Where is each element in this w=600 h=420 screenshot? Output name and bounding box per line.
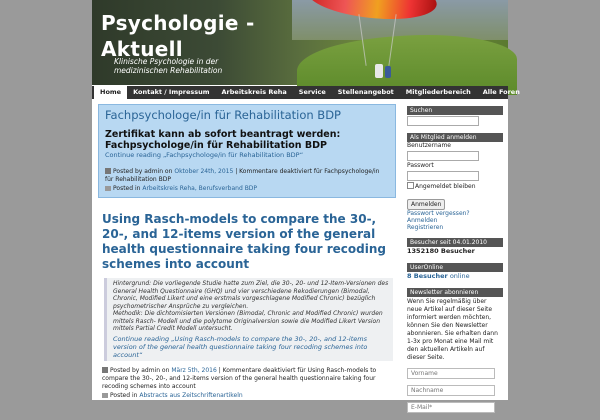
remember-checkbox[interactable] — [407, 182, 414, 189]
online-count — [407, 272, 503, 281]
remember-row — [407, 182, 503, 191]
post-category-link[interactable]: Abstracts aus Zeitschriftenartikeln — [139, 391, 243, 399]
sticky-post-headline: Zertifikat kann ab sofort beantragt werden: Fachpsychologe/in für Rehabilitation BDP — [105, 129, 341, 151]
login-button[interactable]: Anmelden — [407, 199, 445, 210]
main-nav — [92, 86, 520, 99]
site-title[interactable]: Psychologie - Aktuell — [101, 11, 255, 61]
useronline-widget — [407, 263, 503, 281]
sidebar — [407, 106, 503, 420]
visitors-widget — [407, 238, 503, 256]
widget-title: UserOnline — [407, 263, 503, 272]
newsletter-widget — [407, 288, 503, 413]
abstract-background: Hintergrund: Die vorliegende Studie hatte zum Ziel, die 30-, 20- und 12-Item-Versionen des General Health Questionnaire (GHQ) und vier verschiedene Rekodierungen (Bimodal, Chronic, Modified Likert und eine erstmals vorgeschlagene Modified Chronic) bezüglich psychometrischer Ansprüche zu vergleichen. — [113, 280, 389, 310]
sticky-post-meta — [105, 168, 389, 184]
password-label: Passwort — [407, 162, 434, 169]
meta-comments: | Kommentare deaktiviert für Using Rasch-models to compare the 30-, 20-, and 12-items version of the general health questionnaire taking four recoding schemes into account — [102, 366, 377, 390]
post-meta — [98, 367, 398, 391]
user-icon — [105, 168, 111, 174]
meta-comments: | Kommentare deaktiviert für Fachpsychologe/in für Rehabilitation BDP — [105, 168, 380, 183]
user-icon — [102, 367, 108, 373]
username-label: Benutzername — [407, 142, 451, 149]
newsletter-text: Wenn Sie regelmäßig über neue Artikel auf dieser Seite informiert werden möchten, können Sie den Newsletter abonnieren. Sie erhalten dann 1-3x pro Monat eine Mail mit den aktuellen Artikeln auf dieser Seite. — [407, 298, 498, 361]
online-suffix: online — [449, 272, 470, 280]
meta-prefix: Posted by admin on — [110, 366, 170, 374]
meta-prefix: Posted by admin on — [113, 168, 173, 175]
widget-title: Besucher seit 04.01.2010 — [407, 238, 503, 247]
post-abstract — [104, 278, 393, 361]
post-continue-link[interactable]: Continue reading „Using Rasch-models to compare the 30-, 20-, and 12-items version of the general health questionnaire taking four recoding schemes into account“ — [113, 334, 368, 359]
sticky-continue-link[interactable]: Continue reading „Fachpsychologe/in für Rehabilitation BDP“ — [105, 151, 304, 159]
page — [92, 0, 520, 400]
visitor-count: 1352180 Besucher — [407, 247, 475, 255]
sticky-post — [98, 104, 396, 198]
firstname-field[interactable] — [407, 368, 495, 379]
widget-title: Als Mitglied anmelden — [407, 133, 503, 142]
nav-item-arbeitskreis-reha[interactable]: Arbeitskreis Reha — [221, 88, 287, 96]
post-title[interactable]: Using Rasch-models to compare the 30-, 20-, and 12-items version of the general health questionnaire taking four recoding schemes into account — [102, 212, 386, 271]
paraglider-passenger — [385, 66, 391, 78]
nav-item-mitgliederbereich[interactable]: Mitgliederbereich — [405, 88, 471, 96]
remember-label: Angemeldet bleiben — [415, 183, 476, 190]
widget-title: Newsletter abonnieren — [407, 288, 503, 297]
nav-item-stellenangebot[interactable]: Stellenangebot — [337, 88, 394, 96]
sticky-post-date-link[interactable]: Oktober 24th, 2015 — [174, 168, 234, 175]
widget-title: Suchen — [407, 106, 503, 115]
nav-item-service[interactable]: Service — [298, 88, 326, 96]
header-banner — [92, 0, 508, 85]
password-field[interactable] — [407, 171, 479, 181]
register-link[interactable]: Registrieren — [407, 224, 444, 231]
online-count-link[interactable]: 8 Besucher — [407, 272, 448, 280]
post-categories — [98, 392, 398, 400]
forgot-password-link[interactable]: Passwort vergessen? — [407, 210, 470, 217]
sticky-post-title[interactable]: Fachpsychologe/in für Rehabilitation BDP — [105, 108, 341, 122]
site-description: Klinische Psychologie in der medizinischen Rehabilitation — [114, 57, 223, 75]
search-input[interactable] — [407, 116, 479, 126]
nav-item-kontakt[interactable]: Kontakt / Impressum — [133, 88, 210, 96]
post — [98, 212, 398, 400]
search-widget — [407, 106, 503, 126]
posted-in-label: Posted in — [113, 185, 141, 192]
posted-in-label: Posted in — [110, 391, 138, 399]
paraglider-pilot — [375, 64, 383, 78]
post-date-link[interactable]: März 5th, 2016 — [171, 366, 217, 374]
folder-icon — [105, 186, 111, 191]
abstract-methods: Methodik: Die dichtomisierten Versionen (Bimodal, Chronic and Modified Chronic) wurden mittels Rasch- Modell und die polytome Originalversion sowie die Modified Likert Version mittels Partial Credit Modell untersucht. — [113, 310, 383, 332]
nav-item-alle-foren[interactable]: Alle Foren — [482, 88, 520, 96]
main-content — [98, 104, 403, 400]
username-field[interactable] — [407, 151, 479, 161]
nav-item-home[interactable]: Home — [94, 86, 127, 99]
sticky-post-categories — [105, 185, 389, 193]
sticky-category-links[interactable]: Arbeitskreis Reha, Berufsverband BDP — [142, 185, 258, 192]
login-link[interactable]: Anmelden — [407, 217, 438, 224]
email-field[interactable] — [407, 402, 495, 413]
folder-icon — [102, 393, 108, 398]
login-widget — [407, 133, 503, 231]
lastname-field[interactable] — [407, 385, 495, 396]
